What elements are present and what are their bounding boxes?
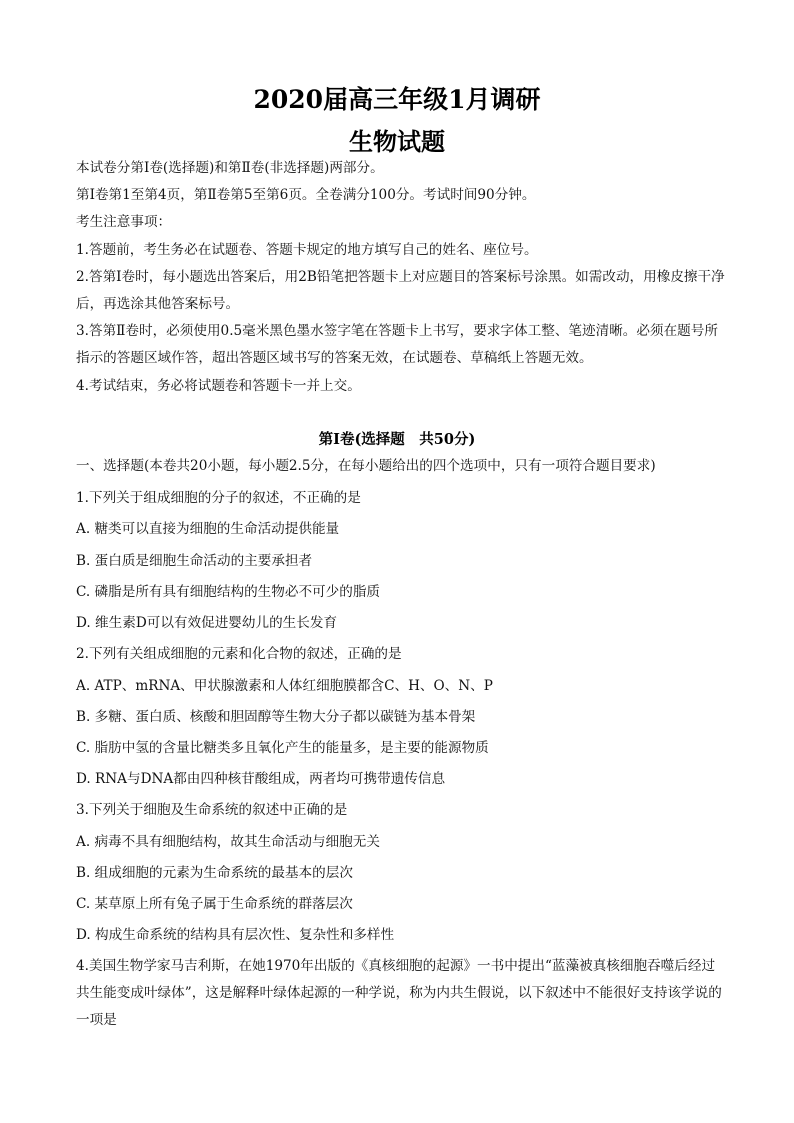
question-3-option-d: D. 构成生命系统的结构具有层次性、复杂性和多样性	[76, 927, 395, 943]
question-3-option-a: A. 病毒不具有细胞结构，故其生命活动与细胞无关	[76, 834, 380, 850]
question-1-option-c: C. 磷脂是所有具有细胞结构的生物必不可少的脂质	[76, 584, 381, 600]
notice-heading: 考生注意事项：	[76, 214, 172, 230]
question-1-option-a: A. 糖类可以直接为细胞的生命活动提供能量	[76, 521, 340, 537]
notice-rule-2: 2.答第Ⅰ卷时，每小题选出答案后，用2B铅笔把答题卡上对应题目的答案标号涂黑。如需改动，用橡皮擦干净后，再选涂其他答案标号。	[76, 269, 725, 312]
notice-rule-4: 4.考试结束，务必将试题卷和答题卡一并上交。	[76, 378, 361, 394]
question-3-option-b: B. 组成细胞的元素为生命系统的最基本的层次	[76, 865, 353, 881]
question-1-option-b: B. 蛋白质是细胞生命活动的主要承担者	[76, 553, 313, 569]
question-3-stem: 3.下列关于细胞及生命系统的叙述中正确的是	[76, 802, 348, 818]
question-2-option-d: D. RNA与DNA都由四种核苷酸组成，两者均可携带遗传信息	[76, 771, 446, 787]
intro-line-1: 本试卷分第Ⅰ卷(选择题)和第Ⅱ卷(非选择题)两部分。	[76, 160, 384, 176]
section-instructions: 一、选择题(本卷共20小题，每小题2.5分，在每小题给出的四个选项中，只有一项符合题目要求)	[76, 458, 656, 474]
question-1-stem: 1.下列关于组成细胞的分子的叙述，不正确的是	[76, 490, 361, 506]
question-3-option-c: C. 某草原上所有兔子属于生命系统的群落层次	[76, 896, 353, 912]
exam-subject: 生物试题	[349, 127, 445, 156]
intro-line-2: 第Ⅰ卷第1至第4页，第Ⅱ卷第5至第6页。全卷满分100分。考试时间90分钟。	[76, 187, 536, 203]
question-2-option-b: B. 多糖、蛋白质、核酸和胆固醇等生物大分子都以碳链为基本骨架	[76, 709, 476, 725]
question-2-option-c: C. 脂肪中氢的含量比糖类多且氧化产生的能量多，是主要的能源物质	[76, 740, 489, 756]
exam-title: 2020届高三年级1月调研	[253, 85, 541, 114]
question-2-option-a: A. ATP、mRNA、甲状腺激素和人体红细胞膜都含C、H、O、N、P	[76, 678, 493, 694]
notice-rule-3: 3.答第Ⅱ卷时，必须使用0.5毫米黑色墨水签字笔在答题卡上书写，要求字体工整、笔迹清晰。必须在题号所指示的答题区域作答，超出答题区域书写的答案无效，在试题卷、草稿纸上答题无效。	[76, 323, 718, 366]
notice-rule-1: 1.答题前，考生务必在试题卷、答题卡规定的地方填写自己的姓名、座位号。	[76, 242, 538, 258]
question-4-stem: 4.美国生物学家马吉利斯，在她1970年出版的《真核细胞的起源》一书中提出“蓝藻被真核细胞吞噬后经过共生能变成叶绿体”，这是解释叶绿体起源的一种学说，称为内共生假说，以下叙述中不能很好支持该学说的一项是	[76, 958, 722, 1028]
section-heading: 第Ⅰ卷(选择题 共50分)	[318, 431, 476, 448]
question-2-stem: 2.下列有关组成细胞的元素和化合物的叙述，正确的是	[76, 646, 402, 662]
question-1-option-d: D. 维生素D可以有效促进婴幼儿的生长发育	[76, 615, 338, 631]
